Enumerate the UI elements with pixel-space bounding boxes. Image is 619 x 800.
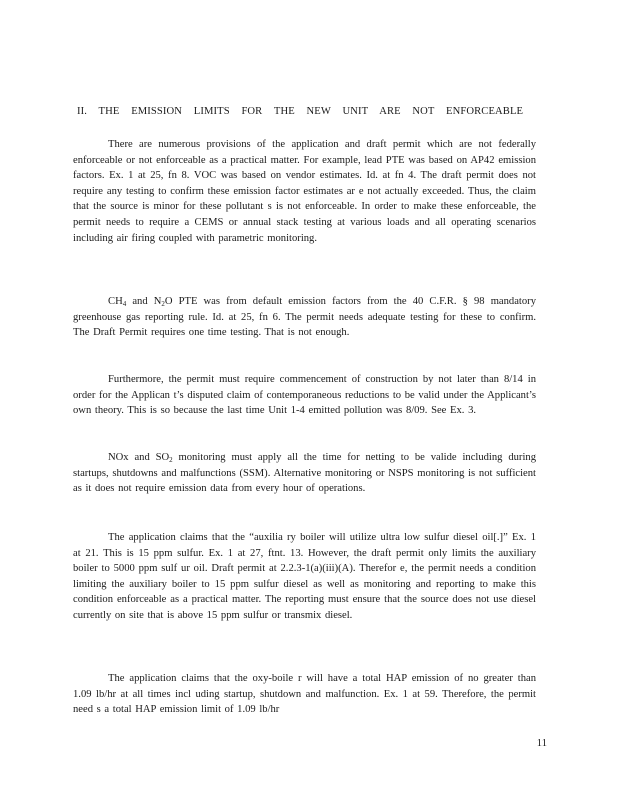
paragraph — [73, 671, 536, 718]
paragraph — [73, 450, 536, 497]
page-number: 11 — [536, 738, 547, 749]
section-heading: II. THE EMISSION LIMITS FOR THE NEW UNIT ARE NOT ENFORCEABLE — [77, 106, 524, 117]
paragraph-lead: NOx and SO — [108, 452, 170, 463]
paragraph — [73, 372, 536, 419]
paragraph-text: There are numerous provisions of the application and draft permit which are not federally enforceable or not enforceable as a practical matter. For example, lead PTE was based on AP42 emission factors. Ex. 1 at 25, fn 8. VOC was based on vendor estimates. Id. at fn 4. The draft permit does not require any testing to confirm these emission factor estimates ar e not actually exceeded. Thus, the claim that the source is minor for these pollutant s is not enforceable. In order to make these enforceable, the permit needs to require a CEMS or annual stack testing at various loads and all operating scenarios including air firing coupled with parametric monitoring. — [73, 139, 536, 244]
paragraph-lead: and N — [126, 296, 162, 307]
paragraph — [73, 530, 536, 624]
subscript: 2 — [161, 300, 165, 308]
paragraph-text: O PTE was from default emission factors from the 40 C.F.R. § 98 mandatory greenhouse gas reporting rule. Id. at 25, fn 6. The permit needs adequate testing for these to confirm. The Draft Permit requires one time testing. That is not enough. — [73, 296, 536, 339]
paragraph-text: The application claims that the “auxilia ry boiler will utilize ultra low sulfur diesel oil[.]” Ex. 1 at 21. This is 15 ppm sulfur. Ex. 1 at 27, ftnt. 13. However, the draft permit only limits the auxiliary boiler to 5000 ppm sulf ur oil. Draft permit at 2.2.3-1(a)(iii)(A). Therefor e, the permit needs a condition limiting the auxiliary boiler to 15 ppm sulfur diesel as well as monitoring and reporting to make this condition enforceable as a practical matter. The reporting must ensure that the source does not use diesel currently on site that is above 15 ppm sulfur or transmix diesel. — [73, 532, 536, 621]
paragraph-text: Furthermore, the permit must require commencement of construction by not later than 8/14 in order for the Applican t’s disputed claim of contemporaneous reductions to be valid under the Applicant’s own theory. This is so because the last time Unit 1-4 emitted pollution was 8/09. See Ex. 3. — [73, 374, 536, 417]
subscript: 4 — [122, 300, 127, 308]
subscript: 2 — [169, 456, 173, 464]
paragraph-text: monitoring must apply all the time for netting to be valide including during startups, shutdowns and malfunctions (SSM). Alternative monitoring or NSPS monitoring is not sufficient as it does not require emission data from every hour of operations. — [73, 452, 536, 495]
paragraph — [73, 137, 536, 246]
paragraph — [73, 294, 536, 341]
paragraph-text: The application claims that the oxy-boile r will have a total HAP emission of no greater than 1.09 lb/hr at all times incl uding startup, shutdown and malfunction. Ex. 1 at 59. Therefore, the permit need s a total HAP emission limit of 1.09 lb/hr — [73, 673, 536, 716]
paragraph-lead: CH — [108, 296, 123, 307]
